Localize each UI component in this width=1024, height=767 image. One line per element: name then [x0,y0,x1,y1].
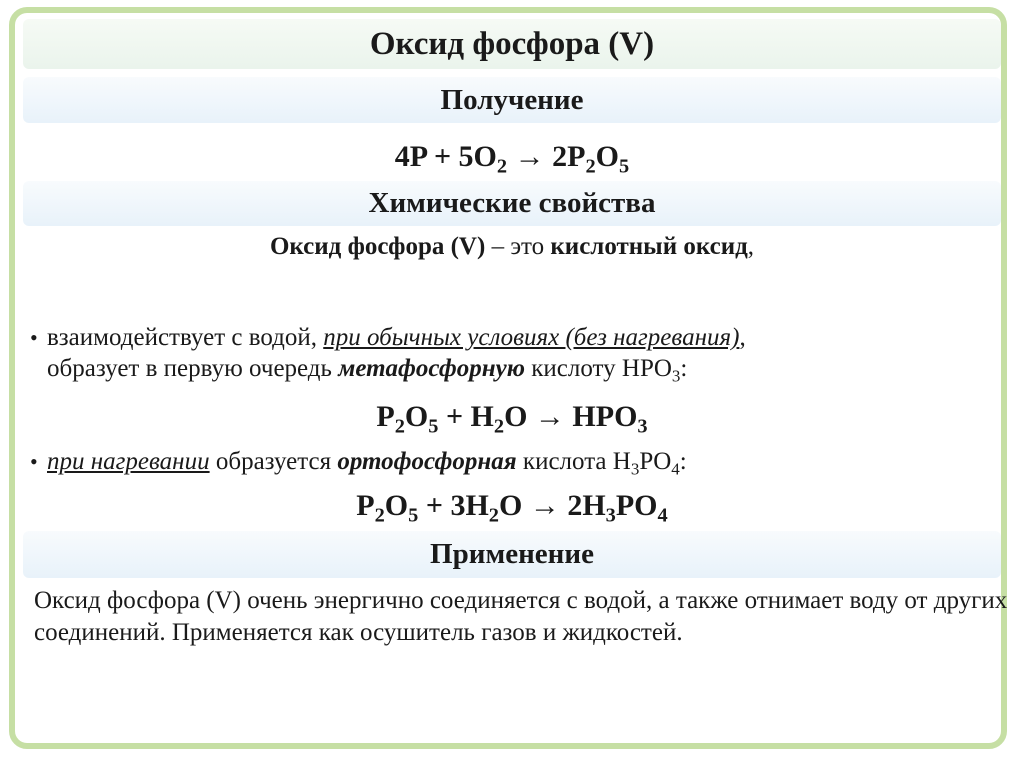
section-application-header: Применение [23,531,1001,578]
bullet-dot: • [30,325,38,350]
equation-orthophosphoric: $P_2O_5 + 3H_2O \to 2H_3PO_4$ [356,489,668,527]
section-chemical-properties-header: Химические свойства [23,181,1001,226]
equation-metaphosphoric: $P_2O_5 + H_2O \to HPO_3$ [376,400,648,438]
slide-title: Оксид фосфора (V) [23,19,1001,69]
bullet-water-reaction [30,322,746,384]
equation-obtaining: $4P + 5O_2 \to 2P_2O_5$ [394,140,630,178]
bullet-heating-reaction-text: при нагревании образуется ортофосфорная кислота $H_3PO_4$: [47,448,687,479]
bullet-dot: • [30,449,38,474]
section-obtaining-header: Получение [23,77,1001,123]
bullet-water-reaction-text: взаимодействует с водой, при обычных условиях (без нагревания), образует в первую очередь метафосфорную кислоту $HPO_3$: [47,324,746,386]
bullet-heating-reaction [30,446,687,477]
application-paragraph: Оксид фосфора (V) очень энергично соединяется с водой, а также отнимает воду от других соединений. Применяется как осушитель газов и жидкостей. [34,587,1008,646]
intro-statement: Оксид фосфора (V) – это кислотный оксид, [269,233,755,260]
